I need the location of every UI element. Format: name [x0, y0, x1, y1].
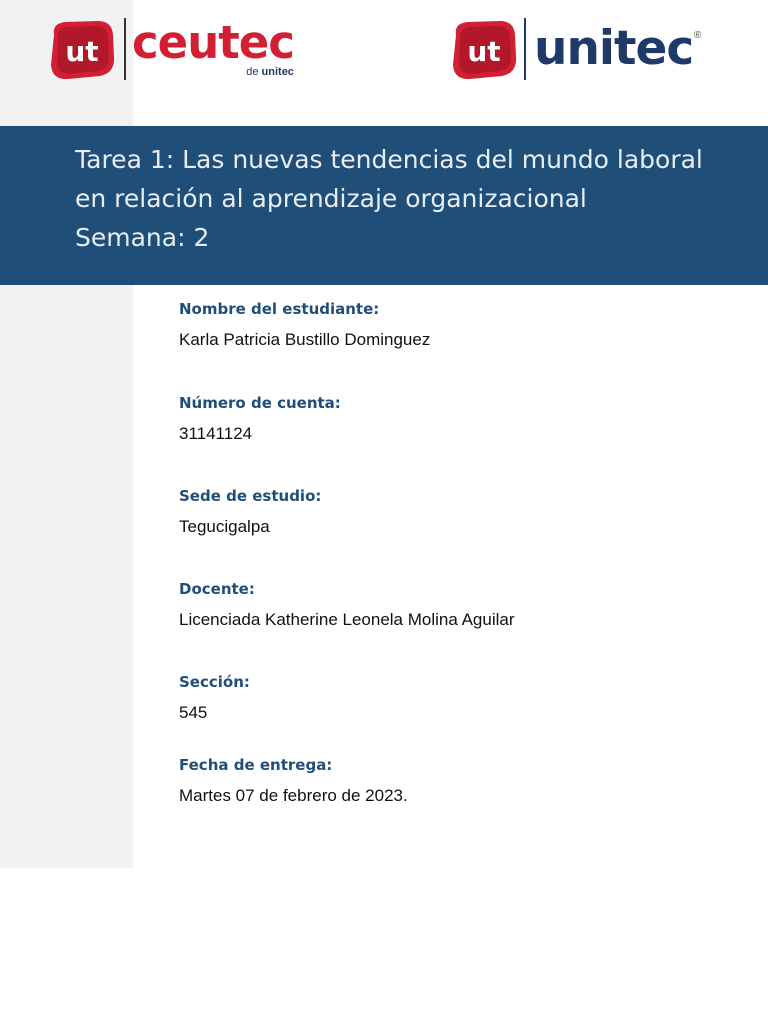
- svg-text:ut: ut: [65, 35, 99, 68]
- ut-badge-icon: [46, 17, 118, 81]
- svg-text:ut: ut: [467, 35, 501, 68]
- due-date-label: Fecha de entrega:: [179, 756, 333, 774]
- due-date-value: Martes 07 de febrero de 2023.: [179, 786, 408, 805]
- due-date-field: [179, 755, 739, 807]
- student-name-label: Nombre del estudiante:: [179, 300, 380, 318]
- ceutec-logo: [46, 14, 294, 84]
- campus-value: Tegucigalpa: [179, 517, 270, 536]
- title-line-3: Semana: 2: [75, 223, 210, 252]
- registered-mark: ®: [693, 30, 702, 41]
- account-number-field: [179, 393, 739, 445]
- teacher-value: Licenciada Katherine Leonela Molina Aguilar: [179, 610, 515, 629]
- title-line-2: en relación al aprendizaje organizacional: [75, 184, 587, 213]
- teacher-label: Docente:: [179, 580, 255, 598]
- account-number-value: 31141124: [179, 424, 253, 443]
- teacher-field: [179, 579, 739, 631]
- ceutec-wordmark: [132, 15, 294, 78]
- section-label: Sección:: [179, 673, 250, 691]
- title-line-1: Tarea 1: Las nuevas tendencias del mundo laboral: [75, 145, 703, 174]
- ut-badge-icon: [448, 17, 520, 81]
- ceutec-logo-divider: [124, 18, 126, 80]
- unitec-logo: [448, 14, 702, 84]
- ceutec-name: ceutec: [132, 15, 294, 69]
- campus-field: [179, 486, 739, 538]
- account-number-label: Número de cuenta:: [179, 394, 341, 412]
- ceutec-subtitle: de unitec: [246, 65, 294, 78]
- section-field: [179, 672, 739, 724]
- student-name-value: Karla Patricia Bustillo Dominguez: [179, 330, 431, 349]
- campus-label: Sede de estudio:: [179, 487, 322, 505]
- section-value: 545: [179, 703, 208, 722]
- unitec-wordmark: [534, 21, 702, 76]
- unitec-name: unitec: [534, 21, 694, 76]
- document-title: [75, 140, 755, 257]
- student-name-field: [179, 299, 739, 351]
- unitec-logo-divider: [524, 18, 526, 80]
